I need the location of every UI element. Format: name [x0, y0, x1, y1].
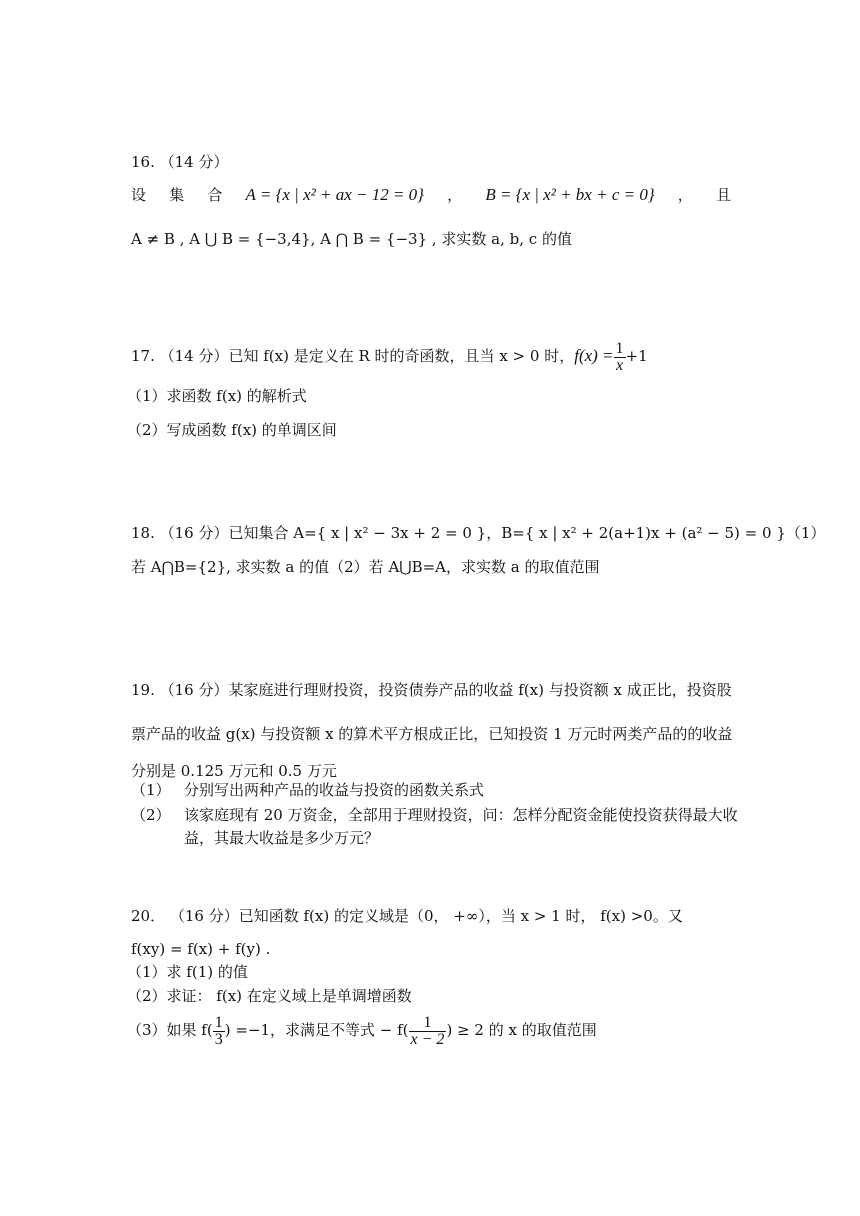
q17-frac-num: 1 — [615, 339, 624, 357]
q19-part1-number: （1） — [131, 781, 171, 799]
q20-line1: 20． （16 分）已知函数 f(x) 的定义域是（0， +∞），当 x > 1 时， f(x) >0。又 — [131, 907, 683, 925]
q16-line1 — [131, 184, 731, 206]
q16-word: 集 — [169, 186, 185, 204]
q20-fraction-2 — [409, 1015, 447, 1048]
q19-line1: 19. （16 分）某家庭进行理财投资，投资债券产品的收益 f(x) 与投资额 x 成正比，投资股 — [131, 681, 732, 699]
q17-stem-text: 17. （14 分）已知 f(x) 是定义在 R 时的奇函数，且当 x > 0 时， — [131, 347, 575, 365]
q17-frac-den: x — [615, 356, 624, 374]
q16-word: 且 — [715, 186, 731, 204]
q17-stem — [131, 339, 648, 374]
q17-plus-one: +1 — [625, 347, 648, 365]
q16-set-a: A = {x | x² + ax − 12 = 0} — [245, 185, 424, 204]
q20-part3-text: （3）如果 f( — [127, 1021, 213, 1039]
q19-line2: 票产品的收益 g(x) 与投资额 x 的算术平方根成正比，已知投资 1 万元时两类产品的的收益 — [131, 725, 733, 743]
q19-part1-text: 分别写出两种产品的收益与投资的函数关系式 — [184, 781, 485, 799]
q16-word: ， — [677, 186, 693, 204]
q20-part3-mid: ) =−1，求满足不等式 − f( — [224, 1021, 409, 1039]
q16-word: 合 — [207, 186, 223, 204]
q16-word: 设 — [131, 186, 147, 204]
q16-set-b: B = {x | x² + bx + c = 0} — [485, 185, 655, 204]
q18-line1: 18. （16 分）已知集合 A={ x | x² − 3x + 2 = 0 }，B={ x | x² + 2(a+1)x + (a² − 5) = 0 }（1） — [131, 524, 826, 542]
q20-part2: （2）求证： f(x) 在定义域上是单调增函数 — [127, 987, 412, 1005]
q19-part2-number: （2） — [131, 806, 171, 824]
q16-header: 16. （14 分） — [131, 153, 229, 171]
q19-line3: 分别是 0.125 万元和 0.5 万元 — [131, 762, 337, 780]
q20-frac1-num: 1 — [214, 1013, 223, 1031]
q20-part1: （1）求 f(1) 的值 — [127, 963, 248, 981]
q20-line2: f(xy) = f(x) + f(y) . — [131, 940, 271, 958]
q17-fx: f(x) = — [574, 346, 614, 365]
q20-part3 — [127, 1012, 597, 1048]
q20-frac2-num: 1 — [409, 1015, 447, 1032]
q17-fraction — [614, 341, 626, 374]
q20-part3-post: ) ≥ 2 的 x 的取值范围 — [446, 1021, 597, 1039]
q19-part2-text-cont: 益，其最大收益是多少万元？ — [184, 829, 380, 847]
q20-frac1-den: 3 — [214, 1030, 223, 1048]
q20-frac2-den: x − 2 — [410, 1030, 445, 1048]
q16-line2: A ≠ B , A ⋃ B = {−3,4}, A ⋂ B = {−3} , 求实数 a, b, c 的值 — [131, 230, 572, 248]
q17-part1: （1）求函数 f(x) 的解析式 — [127, 387, 307, 405]
q18-line2: 若 A⋂B={2}, 求实数 a 的值（2）若 A⋃B=A，求实数 a 的取值范围 — [131, 558, 600, 576]
q19-part2-text: 该家庭现有 20 万资金，全部用于理财投资，问：怎样分配资金能使投资获得最大收 — [184, 806, 738, 824]
q16-word: ， — [447, 186, 463, 204]
q17-part2: （2）写成函数 f(x) 的单调区间 — [127, 421, 337, 439]
q20-fraction-1 — [213, 1015, 225, 1048]
